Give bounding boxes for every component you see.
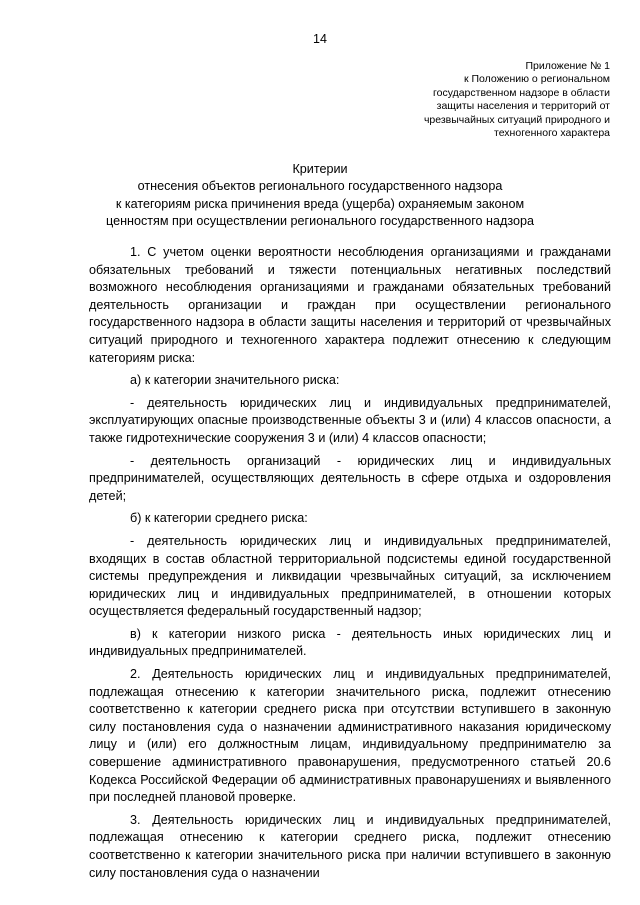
paragraph-item: - деятельность юридических лиц и индивидуальных предпринимателей, эксплуатирующих опасные производственные объекты 3 и (или) 4 классов опасности, а также гидротехнические сооружения 3 и (или) 4 классов опасности;	[89, 395, 611, 445]
paragraph-clause-2: 2. Деятельность юридических лиц и индивидуальных предпринимателей, подлежащая отнесению к категории значительного риска, подлежит отнесению соответственно к категории среднего риска при отсутствии вступившего в законную силу постановления суда о назначении административного наказания юридическому лицу и (или) его должностным лицам, индивидуальному предпринимателю за совершение административного правонарушения, предусмотренного статьей 20.6 Кодекса Российской Федерации об административных правонарушениях и выявленного при последней плановой проверке.	[89, 667, 611, 805]
appendix-line: защиты населения и территорий от	[436, 100, 610, 113]
appendix-line: техногенного характера	[494, 127, 610, 140]
paragraph-category-medium: б) к категории среднего риска:	[130, 511, 308, 526]
page-number: 14	[313, 32, 327, 46]
document-title	[0, 161, 640, 231]
appendix-line: к Положению о региональном	[463, 73, 610, 86]
appendix-line: государственном надзоре в области	[433, 86, 610, 99]
title-line: к категориям риска причинения вреда (ущерба) охраняемым законом	[115, 196, 525, 211]
paragraph-clause-3: 3. Деятельность юридических лиц и индивидуальных предпринимателей, подлежащая отнесению к категории среднего риска, подлежит отнесению соответственно к категории значительного риска при наличии вступившего в законную силу постановления суда о назначении	[89, 812, 611, 880]
paragraph-item: - деятельность юридических лиц и индивидуальных предпринимателей, входящих в состав областной территориальной подсистемы единой государственной системы предупреждения и ликвидации чрезвычайных ситуаций, за исключением юридических лиц и индивидуальных предпринимателей, в отношении которых осуществляется федеральный государственный надзор;	[89, 533, 611, 619]
appendix-line: Приложение № 1	[525, 60, 610, 72]
paragraph-clause-1: 1. С учетом оценки вероятности несоблюдения организациями и гражданами обязательных требований и тяжести потенциальных негативных последствий возможного несоблюдения организациями и гражданами обязательных требований деятельность организации и граждан при осуществлении регионального государственного надзора в области защиты населения и территорий от чрезвычайных ситуаций природного и техногенного характера подлежит отнесению к следующим категориям риска:	[89, 245, 611, 365]
title-line: отнесения объектов регионального государственного надзора	[137, 179, 503, 194]
title-heading: Критерии	[292, 162, 348, 176]
appendix-header	[380, 60, 610, 140]
paragraph-category-significant: а) к категории значительного риска:	[130, 373, 340, 388]
paragraph-item: - деятельность организаций - юридических лиц и индивидуальных предпринимателей, осуществляющих деятельность в сфере отдыха и оздоровления детей;	[89, 453, 611, 503]
appendix-line: чрезвычайных ситуаций природного и	[423, 113, 610, 126]
paragraph-category-low: в) к категории низкого риска - деятельность иных юридических лиц и индивидуальных предпринимателей.	[89, 626, 611, 659]
title-line: ценностям при осуществлении регионального государственного надзора	[106, 214, 534, 229]
document-body	[89, 244, 611, 887]
